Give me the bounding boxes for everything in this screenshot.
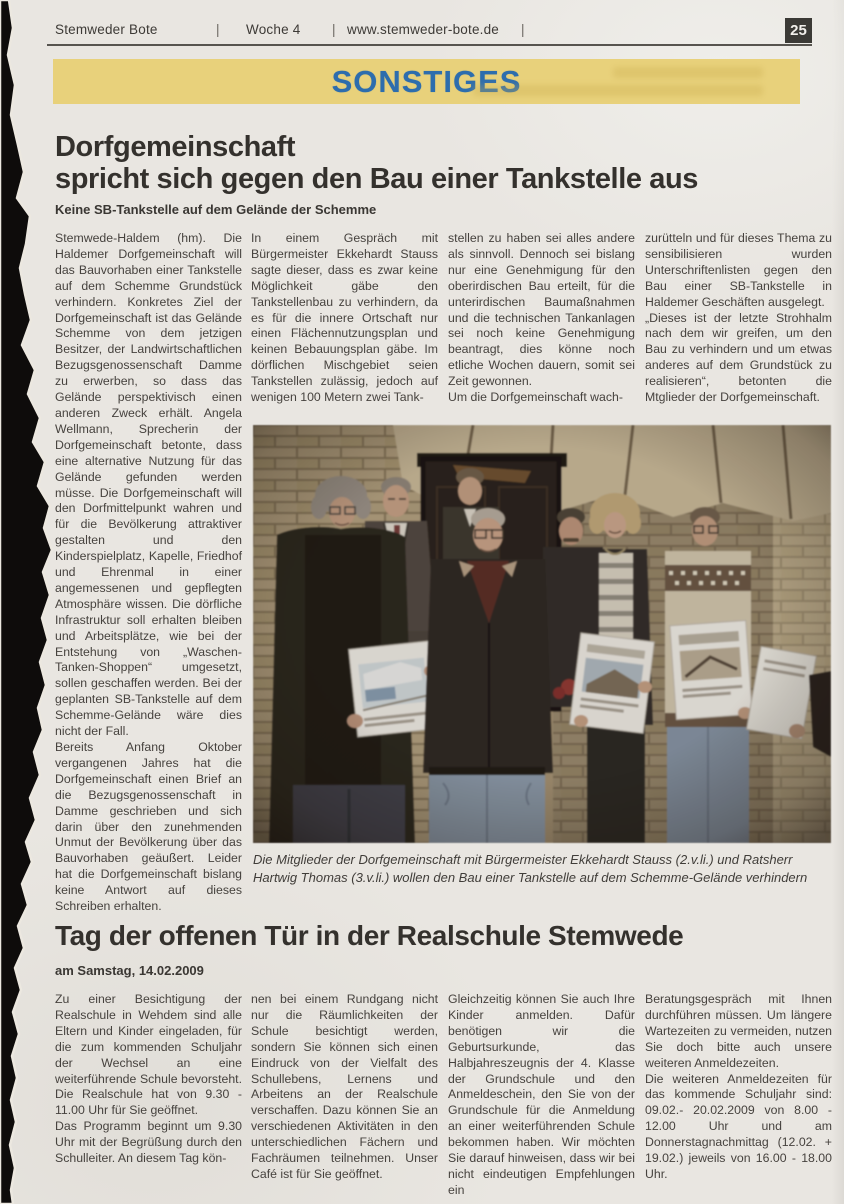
section-title: SONSTIGES (331, 64, 522, 99)
paragraph: Gleichzeitig können Sie auch Ihre Kinder anmelden. Dafür benötigen wir die Geburtsurkunde, das Halbjahreszeugnis der 4. Klasse der Grundschule und den Anmeldeschein, den Sie von der Grundschule für die Anmeldung an einer weiterführenden Schule bekommen haben. Wir möchten Sie darauf hinweisen, dass wir bei nicht eindeutigen Empfehlungen ein (448, 992, 635, 1197)
bleedthrough-artifact (473, 85, 763, 96)
article2-column-3 (448, 992, 635, 1197)
header-url: www.stemweder-bote.de (347, 22, 500, 37)
header-brand: Stemweder Bote (55, 22, 158, 37)
article1-column-2 (251, 231, 438, 419)
article-photo (253, 425, 831, 843)
article2-column-2 (251, 992, 438, 1192)
article2-subtitle: am Samstag, 14.02.2009 (55, 963, 204, 978)
header-separator: | (521, 22, 525, 37)
article1-column-1 (55, 231, 242, 914)
article2-title: Tag der offenen Tür in der Realschule Stemwede (55, 920, 684, 951)
photo-vignette (253, 425, 831, 843)
article1-title-line2: spricht sich gegen den Bau einer Tankstelle aus (55, 163, 699, 195)
paragraph: Zu einer Besichtigung der Realschule in Wehdem sind alle Eltern und Kinder eingeladen, für die zum kommenden Schuljahr der Wechsel an eine weiterführende Schule bevorsteht. Die Realschule hat von 9.30 - 11.00 Uhr für Sie geöffnet. (55, 992, 242, 1118)
photo-caption: Die Mitglieder der Dorfgemeinschaft mit Bürgermeister Ekkehardt Stauss (2.v.li.) und Ratsherr Hartwig Thomas (3.v.li.) wollen den Bau einer Tankstelle auf dem Schemme-Gelände verhindern (253, 852, 808, 885)
page-number-badge: 25 (785, 18, 812, 43)
paragraph: Beratungsgespräch mit Ihnen durchführen müssen. Um längere Wartezeiten zu vermeiden, nutzen Sie doch bitte auch unsere weiteren Anmeldezeiten. (645, 992, 832, 1070)
paragraph: nen bei einem Rundgang nicht nur die Räumlichkeiten der Schule besichtigt werden, sondern Sie können sich einen Eindruck von der Vielfalt des Schullebens, Lernens und Arbeitens an der Realschule verschaffen. Dazu können Sie an verschiedenen Aktivitäten in den unterschiedlichen Fächern und Fachräumen teilnehmen. Unser Café ist für Sie geöffnet. (251, 992, 438, 1181)
header-separator: | (332, 22, 336, 37)
article2-column-4 (645, 992, 832, 1192)
header-week: Woche 4 (246, 22, 301, 37)
paragraph: „Dieses ist der letzte Strohhalm nach dem wir greifen, um den Bau zu verhindern und um etwas anderes auf dem Grundstück zu realisieren“, betonten die Mtglieder der Dorfgemeinschaft. (645, 310, 832, 405)
paragraph: stellen zu haben sei alles andere als sinnvoll. Dennoch sei bislang nur eine Genehmigung für den oberirdischen Bau erteilt, für die unterirdischen Baumaßnahmen und die technischen Tankanlagen sei noch keine Genehmigung beantragt, dies könne noch etliche Wochen dauern, somit sei Zeit gewonnen. (448, 231, 635, 389)
torn-paper-edge (0, 0, 60, 1204)
article1-subtitle: Keine SB-Tankstelle auf dem Gelände der Schemme (55, 202, 377, 217)
article2-column-1 (55, 992, 242, 1192)
paragraph: In einem Gespräch mit Bürgermeister Ekkehardt Stauss sagte dieser, dass es zwar keine Möglichkeit gäbe den Tankstellenbau zu verhindern, da es für die innere Ortschaft nur einen Flächennutzungsplan und keinen Bebauungsplan gäbe. Im dörflichen Mischgebiet seien Tankstellen zulässig, jedoch auf wenigen 100 Metern zwei Tank- (251, 231, 438, 405)
paragraph: Die weiteren Anmeldezeiten für das kommende Schuljahr sind: 09.02.- 20.02.2009 von 8.00 - 12.00 Uhr und am Donnerstagnachmittag (12.02. + 19.02.) jeweils von 16.00 - 18.00 Uhr. (645, 1071, 832, 1181)
header-rule (47, 44, 812, 46)
section-banner (53, 59, 800, 104)
article1-column-4 (645, 231, 832, 419)
paragraph: Das Programm beginnt um 9.30 Uhr mit der Begrüßung durch den Schulleiter. An diesem Tag kön- (55, 1119, 242, 1166)
article1-column-3 (448, 231, 635, 419)
paragraph: zurütteln und für dieses Thema zu sensibilisieren wurden Unterschriftenlisten gegen den Bau einer SB-Tankstelle in Haldemer Geschäften ausgelegt. (645, 231, 832, 309)
group-photo-image (253, 425, 831, 843)
header-separator: | (216, 22, 220, 37)
bleedthrough-artifact (613, 67, 763, 78)
article1-title-line1: Dorfgemeinschaft (55, 131, 296, 163)
paragraph: Bereits Anfang Oktober vergangenen Jahres hat die Dorfgemeinschaft einen Brief an die Bezugsgenossenschaft in Damme geschrieben und sich darin über den zunehmenden Unmut der Bevölkerung über das Bauvorhaben geäußert. Leider hat die Dorfgemeinschaft bislang keine Antwort auf dieses Schreiben erhalten. (55, 740, 242, 914)
paragraph: Stemwede-Haldem (hm). Die Haldemer Dorfgemeinschaft will das Bauvorhaben einer Tankstelle auf dem Schemme Grundstück verhindern. Konkretes Ziel der Dorfgemeinschaft ist das Gelände Schemme von dem jetzigen Besitzer, der Landwirtschaftlichen Bezugsgenossenschaft Damme zu erwerben, so dass das Gelände perspektivisch einen anderen Zweck erhält. Angela Wellmann, Sprecherin der Dorfgemeinschaft betonte, dass eine alternative Nutzung für das Gelände gefunden werden müsse. Die Dorfgemeinschaft will den Dorfmittelpunkt wahren und für die Bevölkerung attraktiver gestalten und den Kinderspielplatz, Kapelle, Friedhof und Ehrenmal in einer angemessenen und gepflegten Atmosphäre wissen. Die dörfliche Infrastruktur soll erhalten bleiben und Arbeitsplätze, wie bei der Entstehung von „Waschen-Tanken-Shoppen“ umgesetzt, sollen geschaffen werden. Bei der geplanten SB-Tankstelle auf dem Schemme-Gelände wäre dies nicht der Fall. (55, 231, 242, 739)
paragraph: Um die Dorfgemeinschaft wach- (448, 390, 623, 405)
